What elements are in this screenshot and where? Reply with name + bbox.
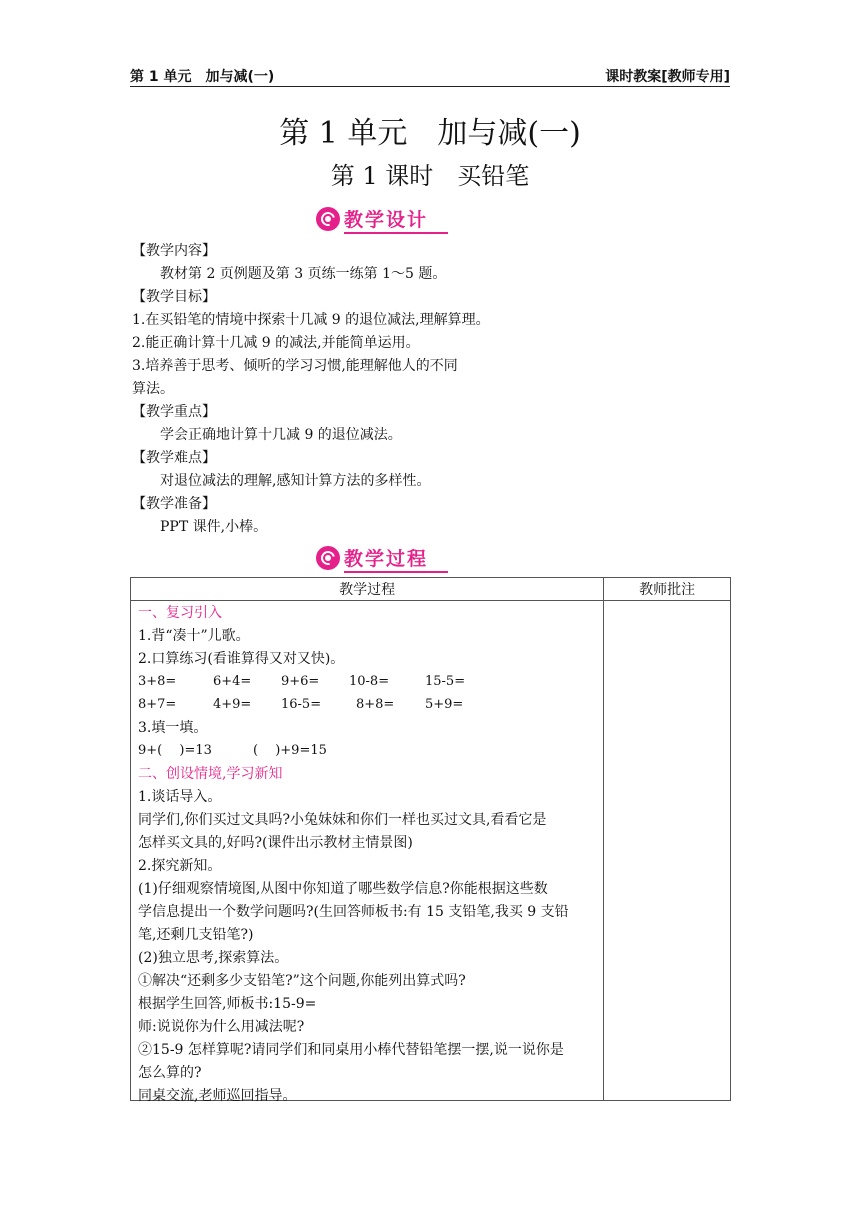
header-right: 课时教案[教师专用]	[605, 69, 730, 85]
process-line: ②15-9 怎样算呢?请同学们和同桌用小棒代替铅笔摆一摆,说一说你是	[138, 1042, 564, 1058]
process-line: (2)独立思考,探索算法。	[138, 950, 289, 966]
section-underline	[344, 232, 448, 234]
content-label: 【教学内容】	[132, 243, 216, 259]
process-line: 怎么算的?	[138, 1065, 202, 1081]
process-line: ①解决“还剩多少支铅笔?”这个问题,你能列出算式吗?	[138, 973, 466, 989]
difficulty-label: 【教学难点】	[132, 450, 216, 466]
process-line: 3.填一填。	[138, 720, 208, 736]
fill-blank-1: 9+( )=13	[138, 743, 212, 758]
process-line: 学信息提出一个数学问题吗?(生回答师板书:有 15 支铅笔,我买 9 支铅	[138, 904, 569, 920]
process-line: 1.谈话导入。	[138, 789, 222, 805]
calc-item: 5+9=	[425, 697, 464, 712]
lesson-title: 第 1 课时 买铅笔	[330, 162, 530, 190]
fill-blank-2: ( )+9=15	[253, 743, 327, 758]
process-line: 1.背“凑十”儿歌。	[138, 628, 250, 644]
calc-item: 10-8=	[349, 674, 390, 689]
calc-item: 8+7=	[138, 697, 177, 712]
step-heading-1: 一、复习引入	[138, 605, 222, 621]
section-heading-design	[316, 205, 446, 233]
calc-item: 4+9=	[213, 697, 252, 712]
process-line: 笔,还剩几支铅笔?)	[138, 927, 254, 943]
col-header-process: 教学过程	[131, 578, 604, 601]
page-title: 第 1 单元 加与减(一)	[279, 116, 581, 151]
process-line: 同桌交流,老师巡回指导。	[138, 1088, 297, 1104]
process-line: 2.口算练习(看谁算得又对又快)。	[138, 651, 345, 667]
section-badge-icon	[316, 207, 340, 231]
calc-row-2	[138, 694, 463, 716]
calc-item: 16-5=	[281, 697, 322, 712]
step-heading-2: 二、创设情境,学习新知	[138, 766, 283, 782]
running-header	[130, 64, 730, 87]
process-line: 怎样买文具的,好吗?(课件出示教材主情景图)	[138, 835, 413, 851]
process-cell	[131, 601, 604, 1104]
content-text: 教材第 2 页例题及第 3 页练一练第 1～5 题。	[160, 266, 447, 282]
process-line: 2.探究新知。	[138, 858, 222, 874]
process-line: 同学们,你们买过文具吗?小兔妹妹和你们一样也买过文具,看看它是	[138, 812, 547, 828]
header-left: 第 1 单元 加与减(一)	[130, 69, 275, 85]
calc-item: 8+8=	[356, 697, 395, 712]
section-heading-text: 教学过程	[344, 548, 429, 570]
calc-row-1	[138, 671, 465, 693]
col-header-notes: 教师批注	[604, 578, 731, 601]
section-heading-process	[316, 544, 446, 572]
key-label: 【教学重点】	[132, 404, 216, 420]
prep-text: PPT 课件,小棒。	[160, 519, 268, 535]
calc-item: 9+6=	[281, 674, 320, 689]
goal-2: 2.能正确计算十几减 9 的减法,并能简单运用。	[132, 335, 420, 351]
section-underline	[344, 571, 448, 573]
goal-1: 1.在买铅笔的情境中探索十几减 9 的退位减法,理解算理。	[132, 312, 490, 328]
goals-label: 【教学目标】	[132, 289, 216, 305]
process-line: 师:说说你为什么用减法呢?	[138, 1019, 305, 1035]
section-heading-text: 教学设计	[344, 209, 429, 231]
calc-item: 15-5=	[425, 674, 466, 689]
notes-cell	[604, 601, 731, 1101]
key-text: 学会正确地计算十几减 9 的退位减法。	[160, 427, 402, 443]
difficulty-text: 对退位减法的理解,感知计算方法的多样性。	[160, 473, 431, 489]
goal-3-cont: 算法。	[132, 381, 174, 397]
process-table	[130, 577, 731, 1104]
process-line: (1)仔细观察情境图,从图中你知道了哪些数学信息?你能根据这些数	[138, 881, 548, 897]
process-line: 根据学生回答,师板书:15-9=	[138, 996, 317, 1012]
section-badge-icon	[316, 546, 340, 570]
goal-3: 3.培养善于思考、倾听的学习习惯,能理解他人的不同	[132, 358, 458, 374]
prep-label: 【教学准备】	[132, 496, 216, 512]
calc-item: 6+4=	[213, 674, 252, 689]
calc-item: 3+8=	[138, 674, 177, 689]
